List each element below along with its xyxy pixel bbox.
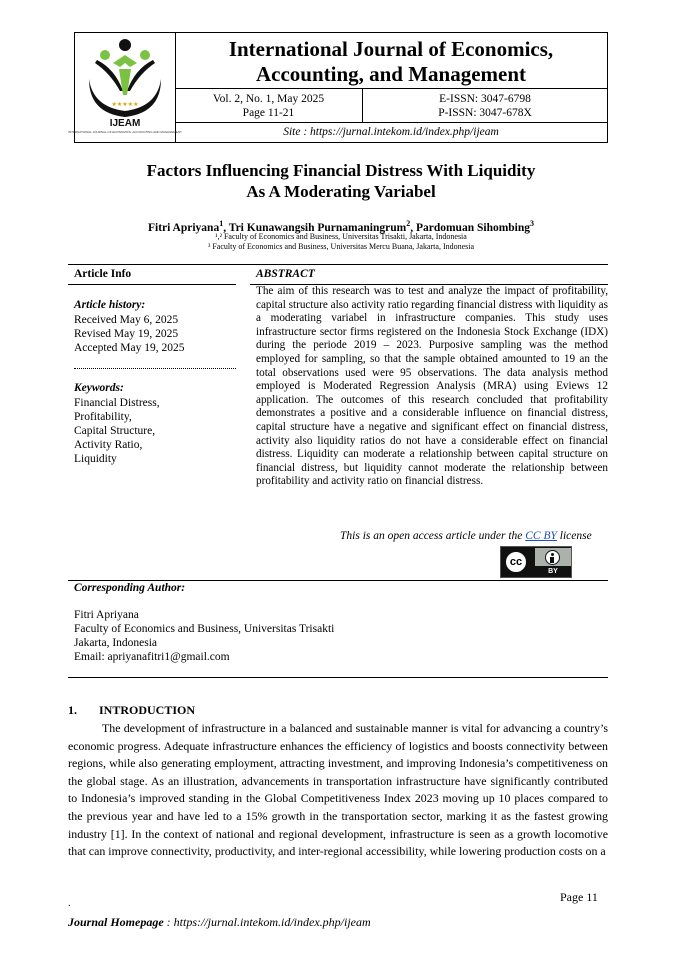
cc-by-badge[interactable]: [500, 546, 572, 578]
ijeam-logo-icon: [68, 33, 182, 142]
keyword: Liquidity: [74, 453, 117, 465]
journal-logo: [68, 33, 182, 142]
author-name: Tri Kunawangsih Purnamaningrum: [228, 221, 407, 234]
introduction-text: The development of infrastructure in a balanced and sustainable manner is vital for advancing a country’s economic progress. Adequate infrastructure enhances the efficiency of logistics and boosts connectivity between regions, while also generating employment, attracting investment, and improving Indonesia’s competitiveness on the global stage. As an illustration, advancements in transportation infrastructure have significantly contributed to Indonesia’s improved standing in the Global Competitiveness Index 2023 moving up 10 places compared to the previous year and have led to a 15% growth in the transportation sector, marking it as the fastest growing industry [1]. In the context of national and regional development, infrastructure is seen as a growth locomotive that can improve connectivity, productivity, and inter-regional accessibility, while lowering production costs on a: [68, 721, 608, 859]
volume-info: [175, 89, 363, 123]
cc-by-link[interactable]: CC BY: [525, 530, 557, 542]
section-rule: [68, 264, 608, 265]
by-panel: [535, 548, 571, 577]
eissn: E-ISSN: 3047-6798: [439, 93, 531, 105]
open-access-note: This is an open access article under the CC BY license: [340, 530, 592, 542]
svg-text:INTERNATIONAL JOURNAL OF ECONO: INTERNATIONAL JOURNAL OF ECONOMICS, ACCOUNTING AND MANAGEMENT: [68, 130, 182, 134]
introduction-heading: 1. INTRODUCTION: [68, 703, 196, 717]
person-icon: [545, 550, 560, 565]
abstract-heading: ABSTRACT: [256, 268, 315, 280]
article-info-rule: [68, 284, 236, 285]
affiliation-1: ¹,² Faculty of Economics and Business, Universitas Trisakti, Jakarta, Indonesia: [215, 232, 467, 241]
revised-date: Revised May 19, 2025: [74, 328, 179, 340]
corresponding-faculty: Faculty of Economics and Business, Universitas Trisakti: [74, 623, 335, 635]
author-name: Fitri Apriyana: [147, 221, 220, 234]
journal-title: International Journal of Economics, Accounting, and Management: [175, 33, 607, 89]
svg-text:IJEAM: IJEAM: [109, 118, 141, 129]
corresponding-author-label: Corresponding Author:: [74, 582, 186, 594]
volume-line: Vol. 2, No. 1, May 2025: [212, 93, 325, 105]
paper-title: Factors Influencing Financial Distress With Liquidity As A Moderating Variabel: [146, 161, 536, 201]
divider: [74, 368, 236, 369]
keyword: Activity Ratio,: [74, 439, 143, 451]
journal-header: [68, 32, 608, 143]
journal-homepage[interactable]: Journal Homepage : https://jurnal.intekom.id/index.php/ijeam: [68, 915, 371, 929]
abstract-text: The aim of this research was to test and analyze the impact of profitability, capital structure also activity ratio regarding financial distress with liquidity as a moderating variabel in infrastructure companies. This study uses infrastructure sector firms registered on the Indonesia Stock Exchange (IDX) during the periode 2019 – 2023. Purposive sampling was the method employed for sampling, so that the sample obtained amounted to 19 an the total observations used were 95 observations. The data analysis method employed is Moderated Regression Analysis (MRA) using Eviews 12 application. The outcomes of this research concluded that profitability demonstrates a positive and a considerable influence on financial distress, capital structure have a negative and significant effect on financial distress, activity also liquidity ratios do not have a considerable effect on financial distress. Liquidity can moderate a relationship between capital structure on financial distress, but liquidity cannot moderate the relationship between profitability and activity ratio on financial distress.: [256, 285, 608, 488]
author-list: Fitri Apriyana$^1$, Tri Kunawangsih Purnamaningrum$^2$, Pardomuan Sihombing$^3$: [147, 219, 535, 234]
pages-line: Page 11-21: [242, 107, 295, 119]
article-info-heading: Article Info: [74, 268, 132, 280]
keyword: Profitability,: [74, 411, 132, 423]
accepted-date: Accepted May 19, 2025: [74, 342, 185, 354]
issn-info: [363, 89, 607, 123]
by-label: BY: [535, 566, 571, 577]
svg-text:★★★★★: ★★★★★: [111, 101, 139, 108]
pissn: P-ISSN: 3047-678X: [438, 107, 532, 119]
keyword: Capital Structure,: [74, 425, 156, 437]
received-date: Received May 6, 2025: [74, 314, 179, 326]
article-history-label: Article history:: [74, 299, 146, 311]
keywords-label: Keywords:: [74, 382, 124, 394]
corresponding-name: Fitri Apriyana: [74, 609, 139, 621]
page-number: Page 11: [560, 890, 598, 904]
journal-site-link[interactable]: Site : https://jurnal.intekom.id/index.php/ijeam: [283, 126, 499, 138]
corresponding-city: Jakarta, Indonesia: [74, 637, 158, 649]
author-name: Pardomuan Sihombing: [415, 221, 531, 234]
section-rule: [68, 677, 608, 678]
keyword: Financial Distress,: [74, 397, 160, 409]
corresponding-email[interactable]: Email: apriyanafitri1@gmail.com: [74, 651, 230, 663]
section-rule: [68, 580, 608, 581]
cc-icon: cc: [504, 550, 528, 574]
affiliation-2: ³ Faculty of Economics and Business, Universitas Mercu Buana, Jakarta, Indonesia: [207, 242, 475, 251]
footer-dot: .: [68, 898, 71, 909]
